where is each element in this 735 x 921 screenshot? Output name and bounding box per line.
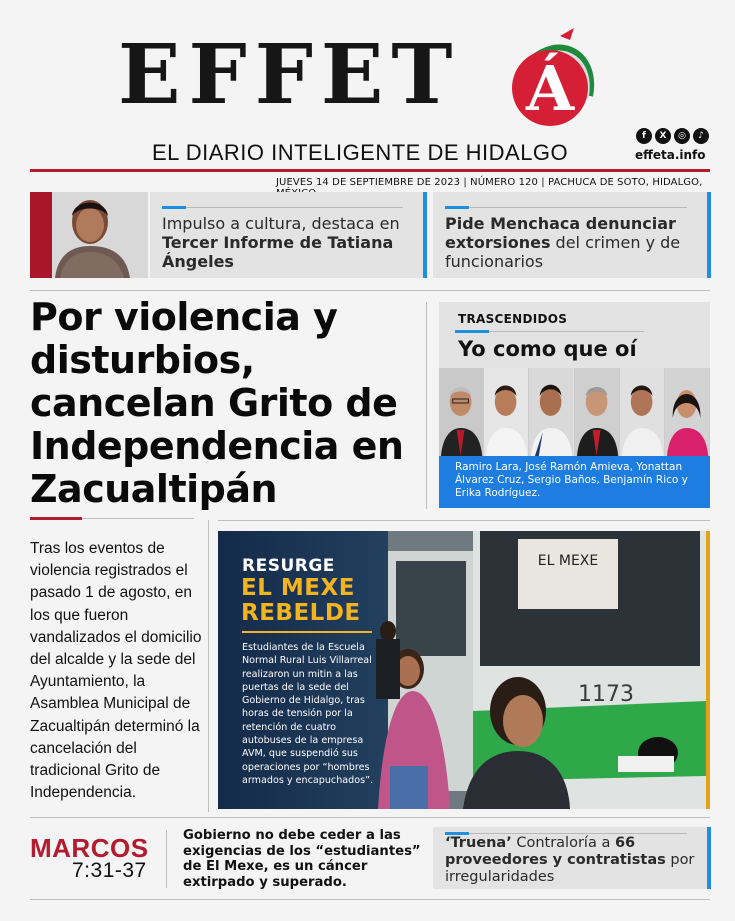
feature-caption: Estudiantes de la Escuela Normal Rural Luis Villarreal realizaron un mitin a las puertas de la sede del Gobierno de Hidalgo, tras horas de tensión por la retención de cuatro autobuses de la empresa AVM, que suspendió sus operaciones por “hombres armados y encapuchados”. xyxy=(242,642,374,786)
logo-accent-letter: Á xyxy=(525,52,575,125)
masthead-rule xyxy=(30,169,710,172)
feature-underline xyxy=(242,631,372,633)
social-links xyxy=(636,128,709,144)
column-divider xyxy=(166,830,167,888)
face-photo xyxy=(439,368,484,456)
teaser-contraloria[interactable] xyxy=(433,827,711,889)
divider xyxy=(30,899,710,900)
feature-title: REBELDE xyxy=(241,600,361,626)
column-title: Yo como que oí xyxy=(458,337,637,361)
marcos-text[interactable]: Gobierno no debe ceder a las exigencias de los “estudiantes” de El Mexe, es un cáncer extirpado y superado. xyxy=(183,828,421,890)
divider xyxy=(82,518,194,519)
divider xyxy=(30,290,710,291)
face-photo xyxy=(665,368,710,456)
divider xyxy=(218,520,710,521)
facebook-icon[interactable]: f xyxy=(636,128,652,144)
feature-kicker: RESURGE xyxy=(242,556,335,576)
tiktok-icon[interactable]: ♪ xyxy=(693,128,709,144)
lead-headline[interactable]: Por violencia y disturbios, cancelan Grito de Independencia en Zacualtipán xyxy=(30,295,404,511)
headline-accent-bar xyxy=(30,517,82,520)
teaser-cultura[interactable] xyxy=(150,192,427,278)
teaser-headline: ‘Truena’ Contraloría a 66 proveedores y contratistas por irregularidades xyxy=(445,835,695,885)
teaser-headline: Pide Menchaca denunciar extorsiones del crimen y de funcionarios xyxy=(445,214,681,271)
svg-text:EL MEXE: EL MEXE xyxy=(537,553,599,569)
section-accent-bar xyxy=(455,330,489,333)
face-photo xyxy=(575,368,620,456)
divider xyxy=(30,817,710,818)
section-label: TRASCENDIDOS xyxy=(458,312,568,326)
teaser-accent-bar xyxy=(445,206,469,209)
teaser-accent-bar xyxy=(162,206,186,209)
column-divider xyxy=(426,302,427,509)
website-link[interactable]: effeta.info xyxy=(635,148,706,162)
dateline: JUEVES 14 DE SEPTIEMBRE DE 2023 | NÚMERO 120 | PACHUCA DE SOTO, HIDALGO, xyxy=(276,177,703,188)
face-photo xyxy=(484,368,529,456)
column-divider xyxy=(208,520,209,812)
teaser-headline: Impulso a cultura, destaca en Tercer Informe de Tatiana Ángeles xyxy=(162,214,400,271)
face-photo xyxy=(529,368,574,456)
faces-caption: Ramiro Lara, José Ramón Amieva, Yonattan Álvarez Cruz, Sergio Baños, Benjamín Rico y Erika Rodríguez. xyxy=(439,456,710,508)
tagline: EL DIARIO INTELIGENTE DE HIDALGO xyxy=(152,140,569,165)
bus-protest-sign xyxy=(518,539,618,609)
logo-accent-a xyxy=(498,26,598,136)
teaser-menchaca[interactable] xyxy=(433,192,711,278)
logo-wordmark: EFFET xyxy=(118,27,461,123)
instagram-icon[interactable]: ◎ xyxy=(674,128,690,144)
lead-body-text: Tras los eventos de violencia registrados el pasado 1 de agosto, en los que fueron vandalizados el domicilio del alcalde y la sede del Ayuntamiento, la Asamblea Municipal de Zacualtipán determinó la cancelación del tradicional Grito de Independencia. xyxy=(30,540,202,802)
svg-text:1173: 1173 xyxy=(578,682,634,707)
face-photo xyxy=(620,368,665,456)
feature-title: EL MEXE xyxy=(241,575,355,601)
portrait-photo xyxy=(30,192,148,278)
faces-strip xyxy=(439,368,710,456)
marcos-reference: 7:31-37 xyxy=(72,859,147,882)
x-icon[interactable]: X xyxy=(655,128,671,144)
marcos-name: MARCOS xyxy=(30,833,149,863)
